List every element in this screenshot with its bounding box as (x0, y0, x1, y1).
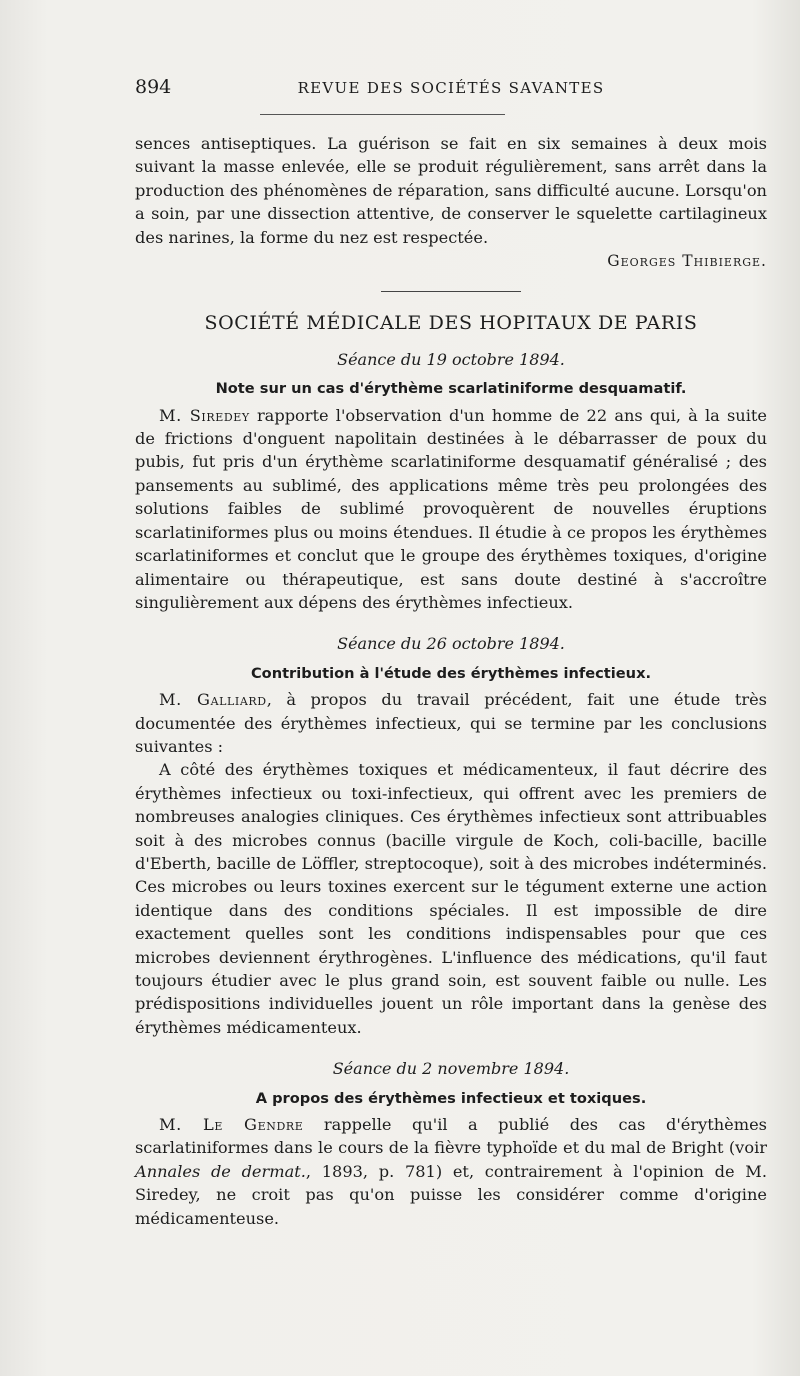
header-rule (260, 114, 505, 115)
note-title: Contribution à l'étude des érythèmes infectieux. (250, 664, 652, 682)
session-paragraph (135, 688, 767, 758)
session-paragraph (135, 1113, 767, 1230)
author-name: M. Siredey (159, 405, 250, 425)
paragraph-text: rapporte l'observation d'un homme de 22 ans qui, à la suite de frictions d'onguent napolitain destinées à le débarrasser de poux du pubis, fut pris d'un érythème scarlatiniforme desquamatif généralisé ; des pansements au sublimé, des applications même très peu prolongées des solutions faibles de sublimé provoquèrent de nouvelles éruptions scarlatiniformes plus ou moins étendues. Il étudie à ce propos les érythèmes scarlatiniformes et conclut que le groupe des érythèmes toxiques, d'origine alimentaire ou thérapeutique, est sans doute destiné à s'accroître singulièrement aux dépens des érythèmes infectieux. (135, 405, 767, 612)
society-title: SOCIÉTÉ MÉDICALE DES HOPITAUX DE PARIS (204, 312, 698, 335)
author-name: M. Galliard (159, 690, 267, 710)
note-title: A propos des érythèmes infectieux et toxiques. (255, 1089, 647, 1107)
page-number: 894 (135, 76, 172, 98)
conclusions-paragraph: A côté des érythèmes toxiques et médicamenteux, il faut décrire des érythèmes infectieux ou toxi-infectieux, qui offrent avec les premiers de nombreuses analogies cliniques. Ces érythèmes infectieux sont attribuables soit à des microbes connus (bacille virgule de Koch, coli-bacille, bacille d'Eberth, bacille de Löffler, streptocoque), soit à des microbes indéterminés. Ces microbes ou leurs toxines exercent sur le tégument externe une action identique dans des conditions spéciales. Il est impossible de dire exactement quelles sont les conditions indispensables pour que ces microbes deviennent érythrogènes. L'influence des médications, qu'il faut toujours étudier avec le plus grand soin, est souvent faible ou nulle. Les prédispositions individuelles jouent un rôle important dans la genèse des érythèmes médicamenteux. (135, 760, 767, 1037)
running-head: REVUE DES SOCIÉTÉS SAVANTES (297, 79, 605, 97)
session-date: Séance du 26 octobre 1894. (337, 634, 565, 654)
session-date: Séance du 2 novembre 1894. (332, 1059, 570, 1079)
session-date: Séance du 19 octobre 1894. (337, 349, 565, 369)
page-body (135, 132, 767, 1230)
paragraph-text: , 1893, p. 781) et, contrairement à l'opinion de M. Siredey, ne croit pas qu'on puisse les considérer comme d'origine médicamenteuse. (135, 1161, 767, 1228)
note-title: Note sur un cas d'érythème scarlatiniforme desquamatif. (215, 380, 687, 398)
article-continuation: sences antiseptiques. La guérison se fait en six semaines à deux mois suivant la masse enlevée, elle se produit régulièrement, sans arrêt dans la production des phénomènes de réparation, sans difficulté aucune. Lorsqu'on a soin, par une dissection attentive, de conserver le squelette cartilagineux des narines, la forme du nez est respectée. (135, 134, 767, 247)
session-paragraph (135, 404, 767, 615)
paragraph-text: rappelle qu'il a publié des cas d'érythèmes scarlatiniformes dans le cours de la fièvre typhoïde et du mal de Bright (voir (135, 1115, 767, 1158)
author-name: M. Le Gendre (159, 1115, 304, 1135)
section-divider (381, 291, 521, 292)
signature: Georges Thibierge. (607, 252, 767, 271)
page-header (135, 76, 767, 100)
paragraph-text: , à propos du travail précédent, fait une étude très documentée des érythèmes infectieux, qui se termine par les conclusions suivantes : (135, 690, 767, 756)
journal-citation: Annales de dermat. (135, 1161, 306, 1181)
